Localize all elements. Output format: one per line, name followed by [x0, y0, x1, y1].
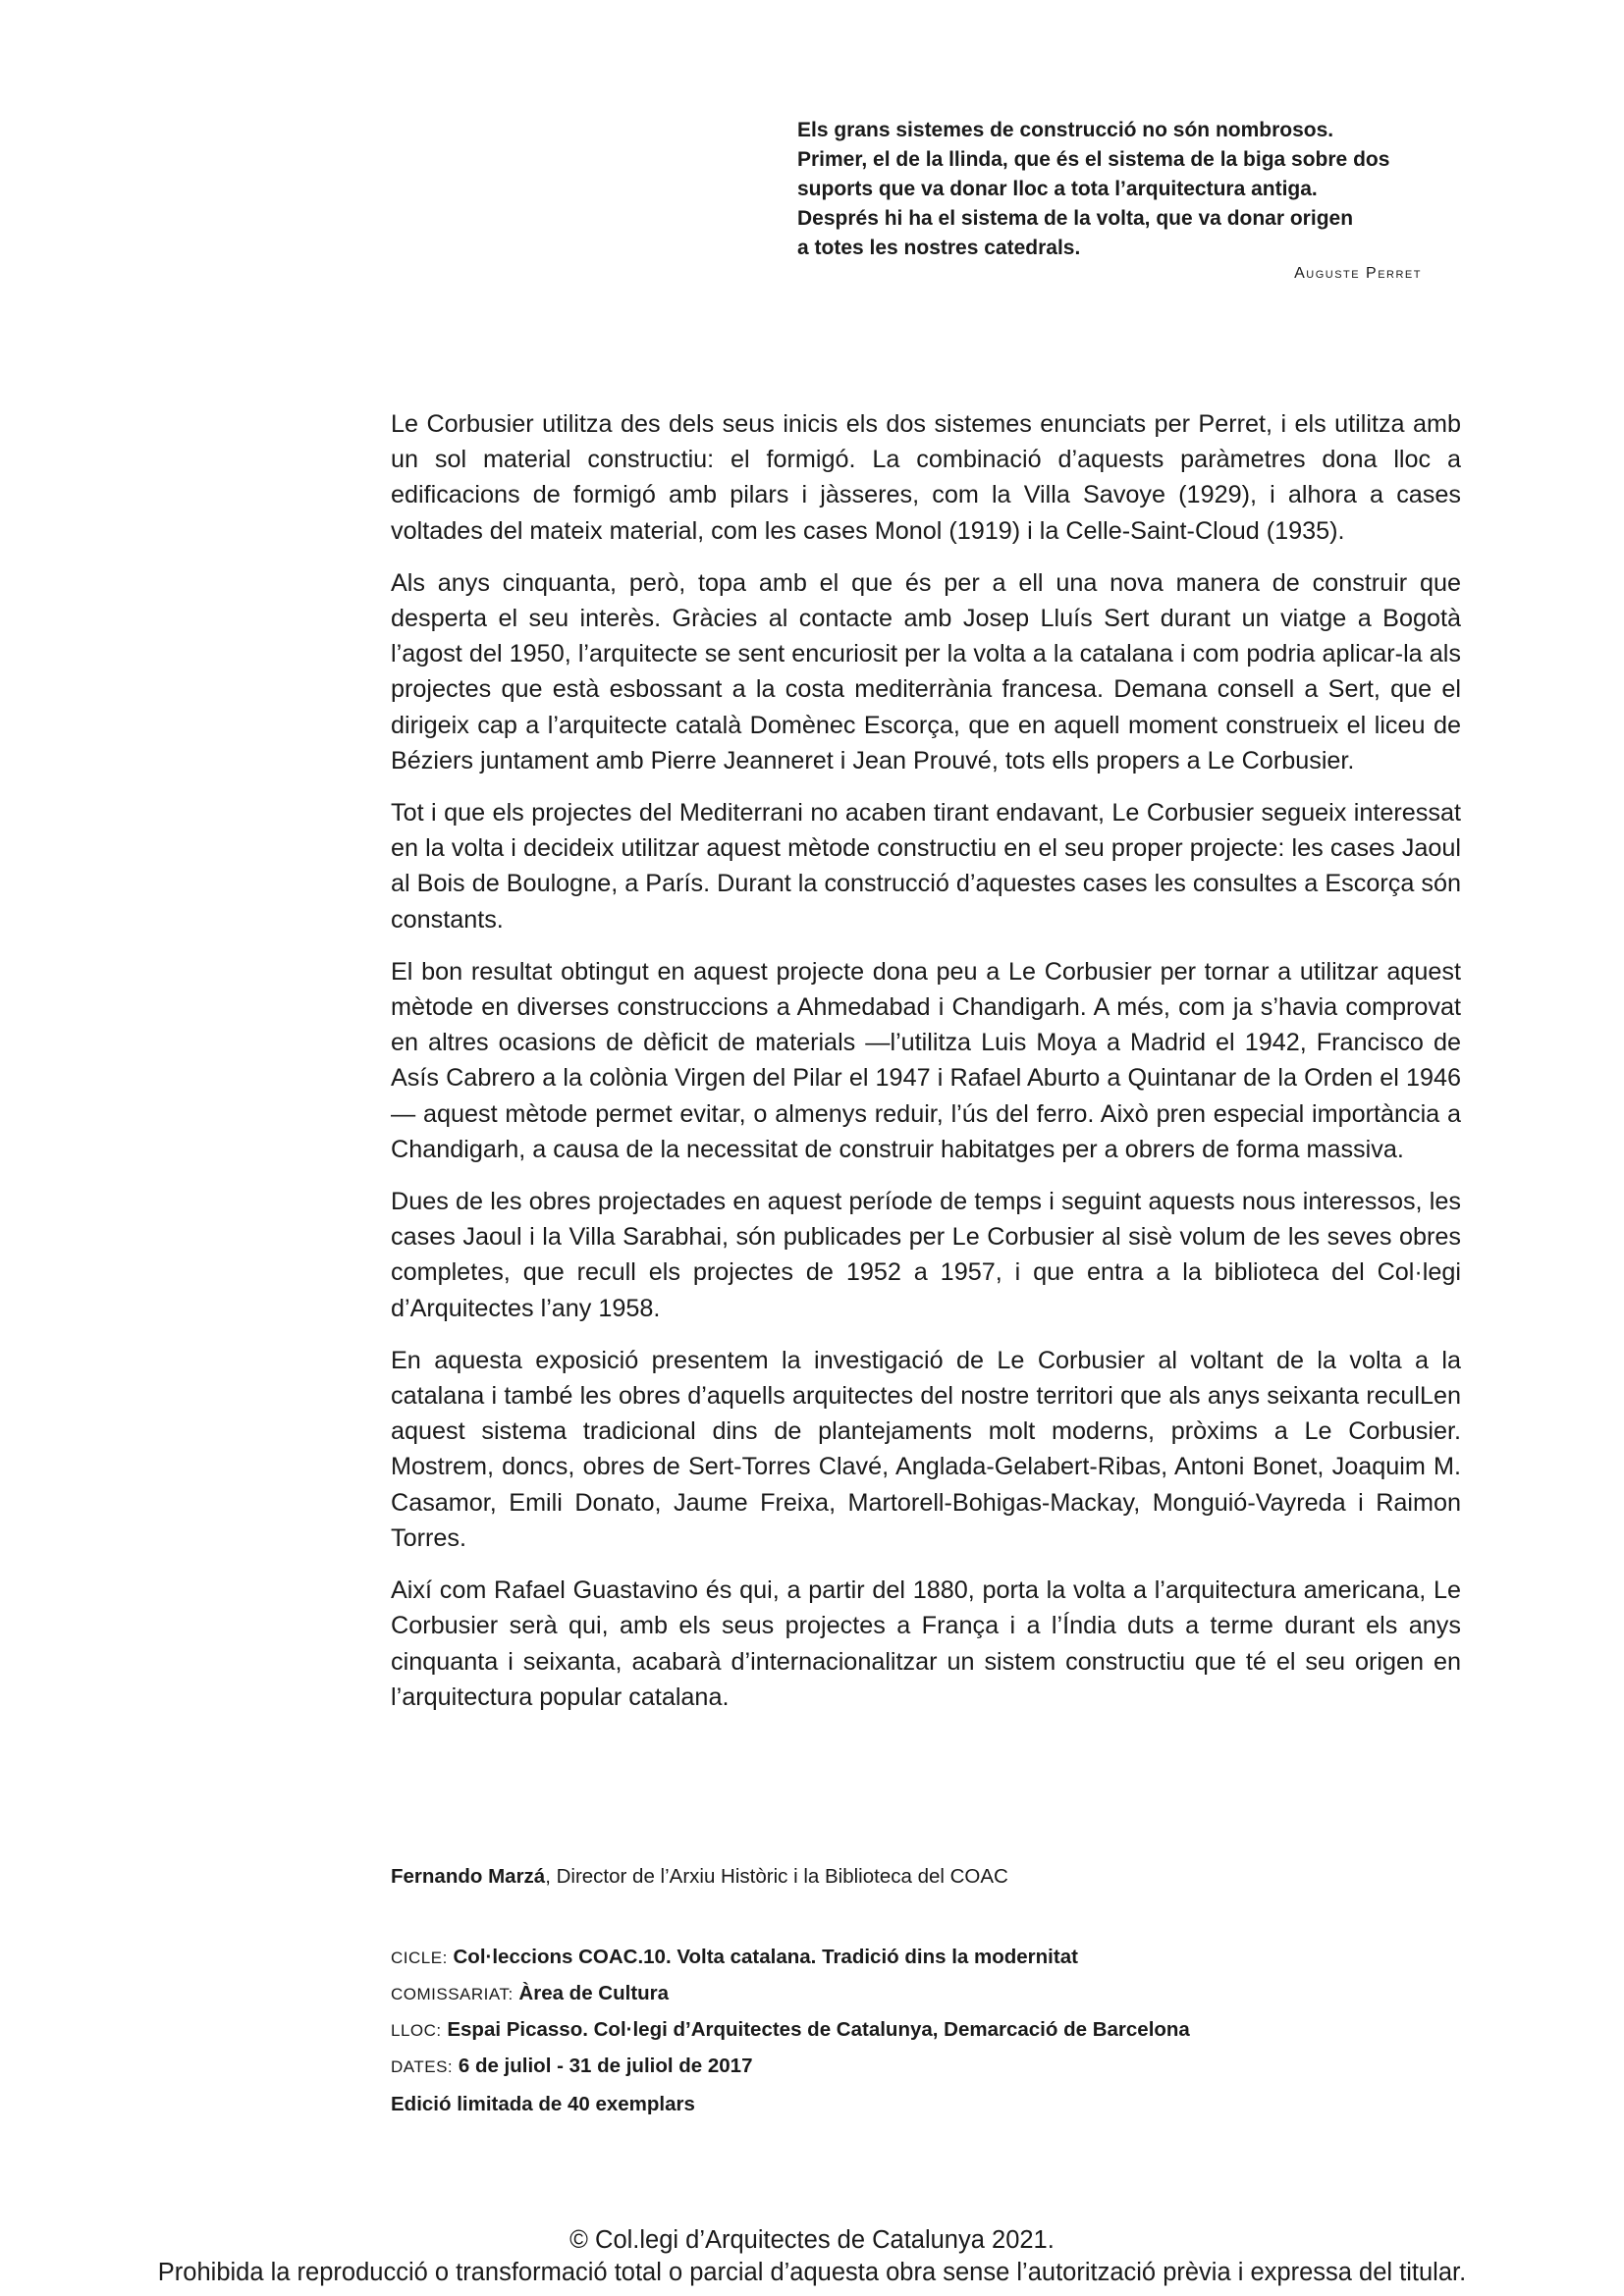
copyright-footer — [0, 2224, 1624, 2289]
epigraph-author: Auguste Perret — [1294, 265, 1422, 282]
edition-note: Edició limitada de 40 exemplars — [391, 2093, 695, 2115]
signature-role: , Director de l’Arxiu Històric i la Biblioteca del COAC — [545, 1865, 1008, 1888]
epigraph-quote — [797, 116, 1445, 263]
credit-label: DATES: — [391, 2057, 454, 2076]
rights-notice: Prohibida la reproducció o transformació total o parcial d’aquesta obra sense l’autorització prèvia i expressa del titular. — [157, 2259, 1467, 2286]
paragraph: Dues de les obres projectades en aquest període de temps i seguint aquests nous interessos, les cases Jaoul i la Villa Sarabhai, són publicades per Le Corbusier al sisè volum de les seves obres completes, que recull els projectes de 1952 a 1957, i que entra a la biblioteca del Col·legi d’Arquitectes l’any 1958. — [391, 1188, 1461, 1322]
epigraph-line: Primer, el de la llinda, que és el sistema de la biga sobre dos — [797, 148, 1390, 171]
signature-name: Fernando Marzá — [391, 1865, 546, 1888]
paragraph: Als anys cinquanta, però, topa amb el que és per a ell una nova manera de construir que desperta el seu interès. Gràcies al contacte amb Josep Lluís Sert durant un viatge a Bogotà l’agost del 1950, l’arquitecte se sent encuriosit per la volta a la catalana i com podria aplicar-la als projectes que està esbossant a la costa mediterrània francesa. Demana consell a Sert, que el dirigeix cap a l’arquitecte català Domènec Escorça, que en aquell moment construeix el liceu de Béziers juntament amb Pierre Jeanneret i Jean Prouvé, tots ells propers a Le Corbusier. — [391, 568, 1461, 774]
credit-value: Àrea de Cultura — [518, 1982, 670, 2004]
exhibition-credits — [391, 1940, 1190, 2122]
epigraph-line: a totes les nostres catedrals. — [797, 237, 1081, 259]
credit-value: Col·leccions COAC.10. Volta catalana. Tradició dins la modernitat — [453, 1946, 1078, 1968]
credit-lloc — [391, 2012, 1190, 2049]
signature — [391, 1863, 1008, 1891]
epigraph-line: Els grans sistemes de construcció no són nombrosos. — [797, 119, 1334, 141]
epigraph-line: suports que va donar lloc a tota l’arquitectura antiga. — [797, 178, 1318, 200]
credit-label: CICLE: — [391, 1949, 448, 1967]
credit-value: 6 de juliol - 31 de juliol de 2017 — [458, 2055, 753, 2077]
paragraph: Le Corbusier utilitza des dels seus inicis els dos sistemes enunciats per Perret, i els utilitza amb un sol material constructiu: el formigó. La combinació d’aquests paràmetres dona lloc a edificacions de formigó amb pilars i jàsseres, com la Villa Savoye (1929), i alhora a cases voltades del mateix material, com les cases Monol (1919) i la Celle-Saint-Cloud (1935). — [391, 410, 1461, 545]
article-body — [391, 406, 1461, 1732]
credit-cicle — [391, 1940, 1190, 1976]
paragraph: El bon resultat obtingut en aquest projecte dona peu a Le Corbusier per tornar a utilitzar aquest mètode en diverses construccions a Ahmedabad i Chandigarh. A més, com ja s’havia comprovat en altres ocasions de dèficit de materials —l’utilitza Luis Moya a Madrid el 1942, Francisco de Asís Cabrero a la colònia Virgen del Pilar el 1947 i Rafael Aburto a Quintanar de la Orden el 1946— aquest mètode permet evitar, o almenys reduir, l’ús del ferro. Això pren especial importància a Chandigarh, a causa de la necessitat de construir habitatges per a obrers de forma massiva. — [391, 957, 1461, 1163]
credit-comissariat — [391, 1976, 1190, 2012]
credit-dates — [391, 2049, 1190, 2085]
credit-value: Espai Picasso. Col·legi d’Arquitectes de Catalunya, Demarcació de Barcelona — [447, 2018, 1190, 2041]
epigraph — [797, 116, 1445, 283]
credit-label: LLOC: — [391, 2021, 442, 2040]
epigraph-line: Després hi ha el sistema de la volta, que va donar origen — [797, 207, 1354, 230]
paragraph: En aquesta exposició presentem la investigació de Le Corbusier al voltant de la volta a la catalana i també les obres d’aquells arquitectes del nostre territori que als anys seixanta reculLen aquest sistema tradicional dins de plantejaments molt moderns, pròxims a Le Corbusier. Mostrem, doncs, obres de Sert-Torres Clavé, Anglada-Gelabert-Ribas, Antoni Bonet, Joaquim M. Casamor, Emili Donato, Jaume Freixa, Martorell-Bohigas-Mackay, Monguió-Vayreda i Raimon Torres. — [391, 1346, 1461, 1552]
credit-label: COMISSARIAT: — [391, 1985, 514, 2003]
paragraph: Així com Rafael Guastavino és qui, a partir del 1880, porta la volta a l’arquitectura americana, Le Corbusier serà qui, amb els seus projectes a França i a l’Índia duts a terme durant els anys cinquanta i seixanta, acabarà d’internacionalitzar un sistem constructiu que té el seu origen en l’arquitectura popular catalana. — [391, 1576, 1461, 1711]
paragraph: Tot i que els projectes del Mediterrani no acaben tirant endavant, Le Corbusier segueix interessat en la volta i decideix utilitzar aquest mètode constructiu en el seu proper projecte: les cases Jaoul al Bois de Boulogne, a París. Durant la construcció d’aquestes cases les consultes a Escorça són constants. — [391, 799, 1461, 934]
copyright-line: © Col.legi d’Arquitectes de Catalunya 2021. — [569, 2226, 1055, 2254]
